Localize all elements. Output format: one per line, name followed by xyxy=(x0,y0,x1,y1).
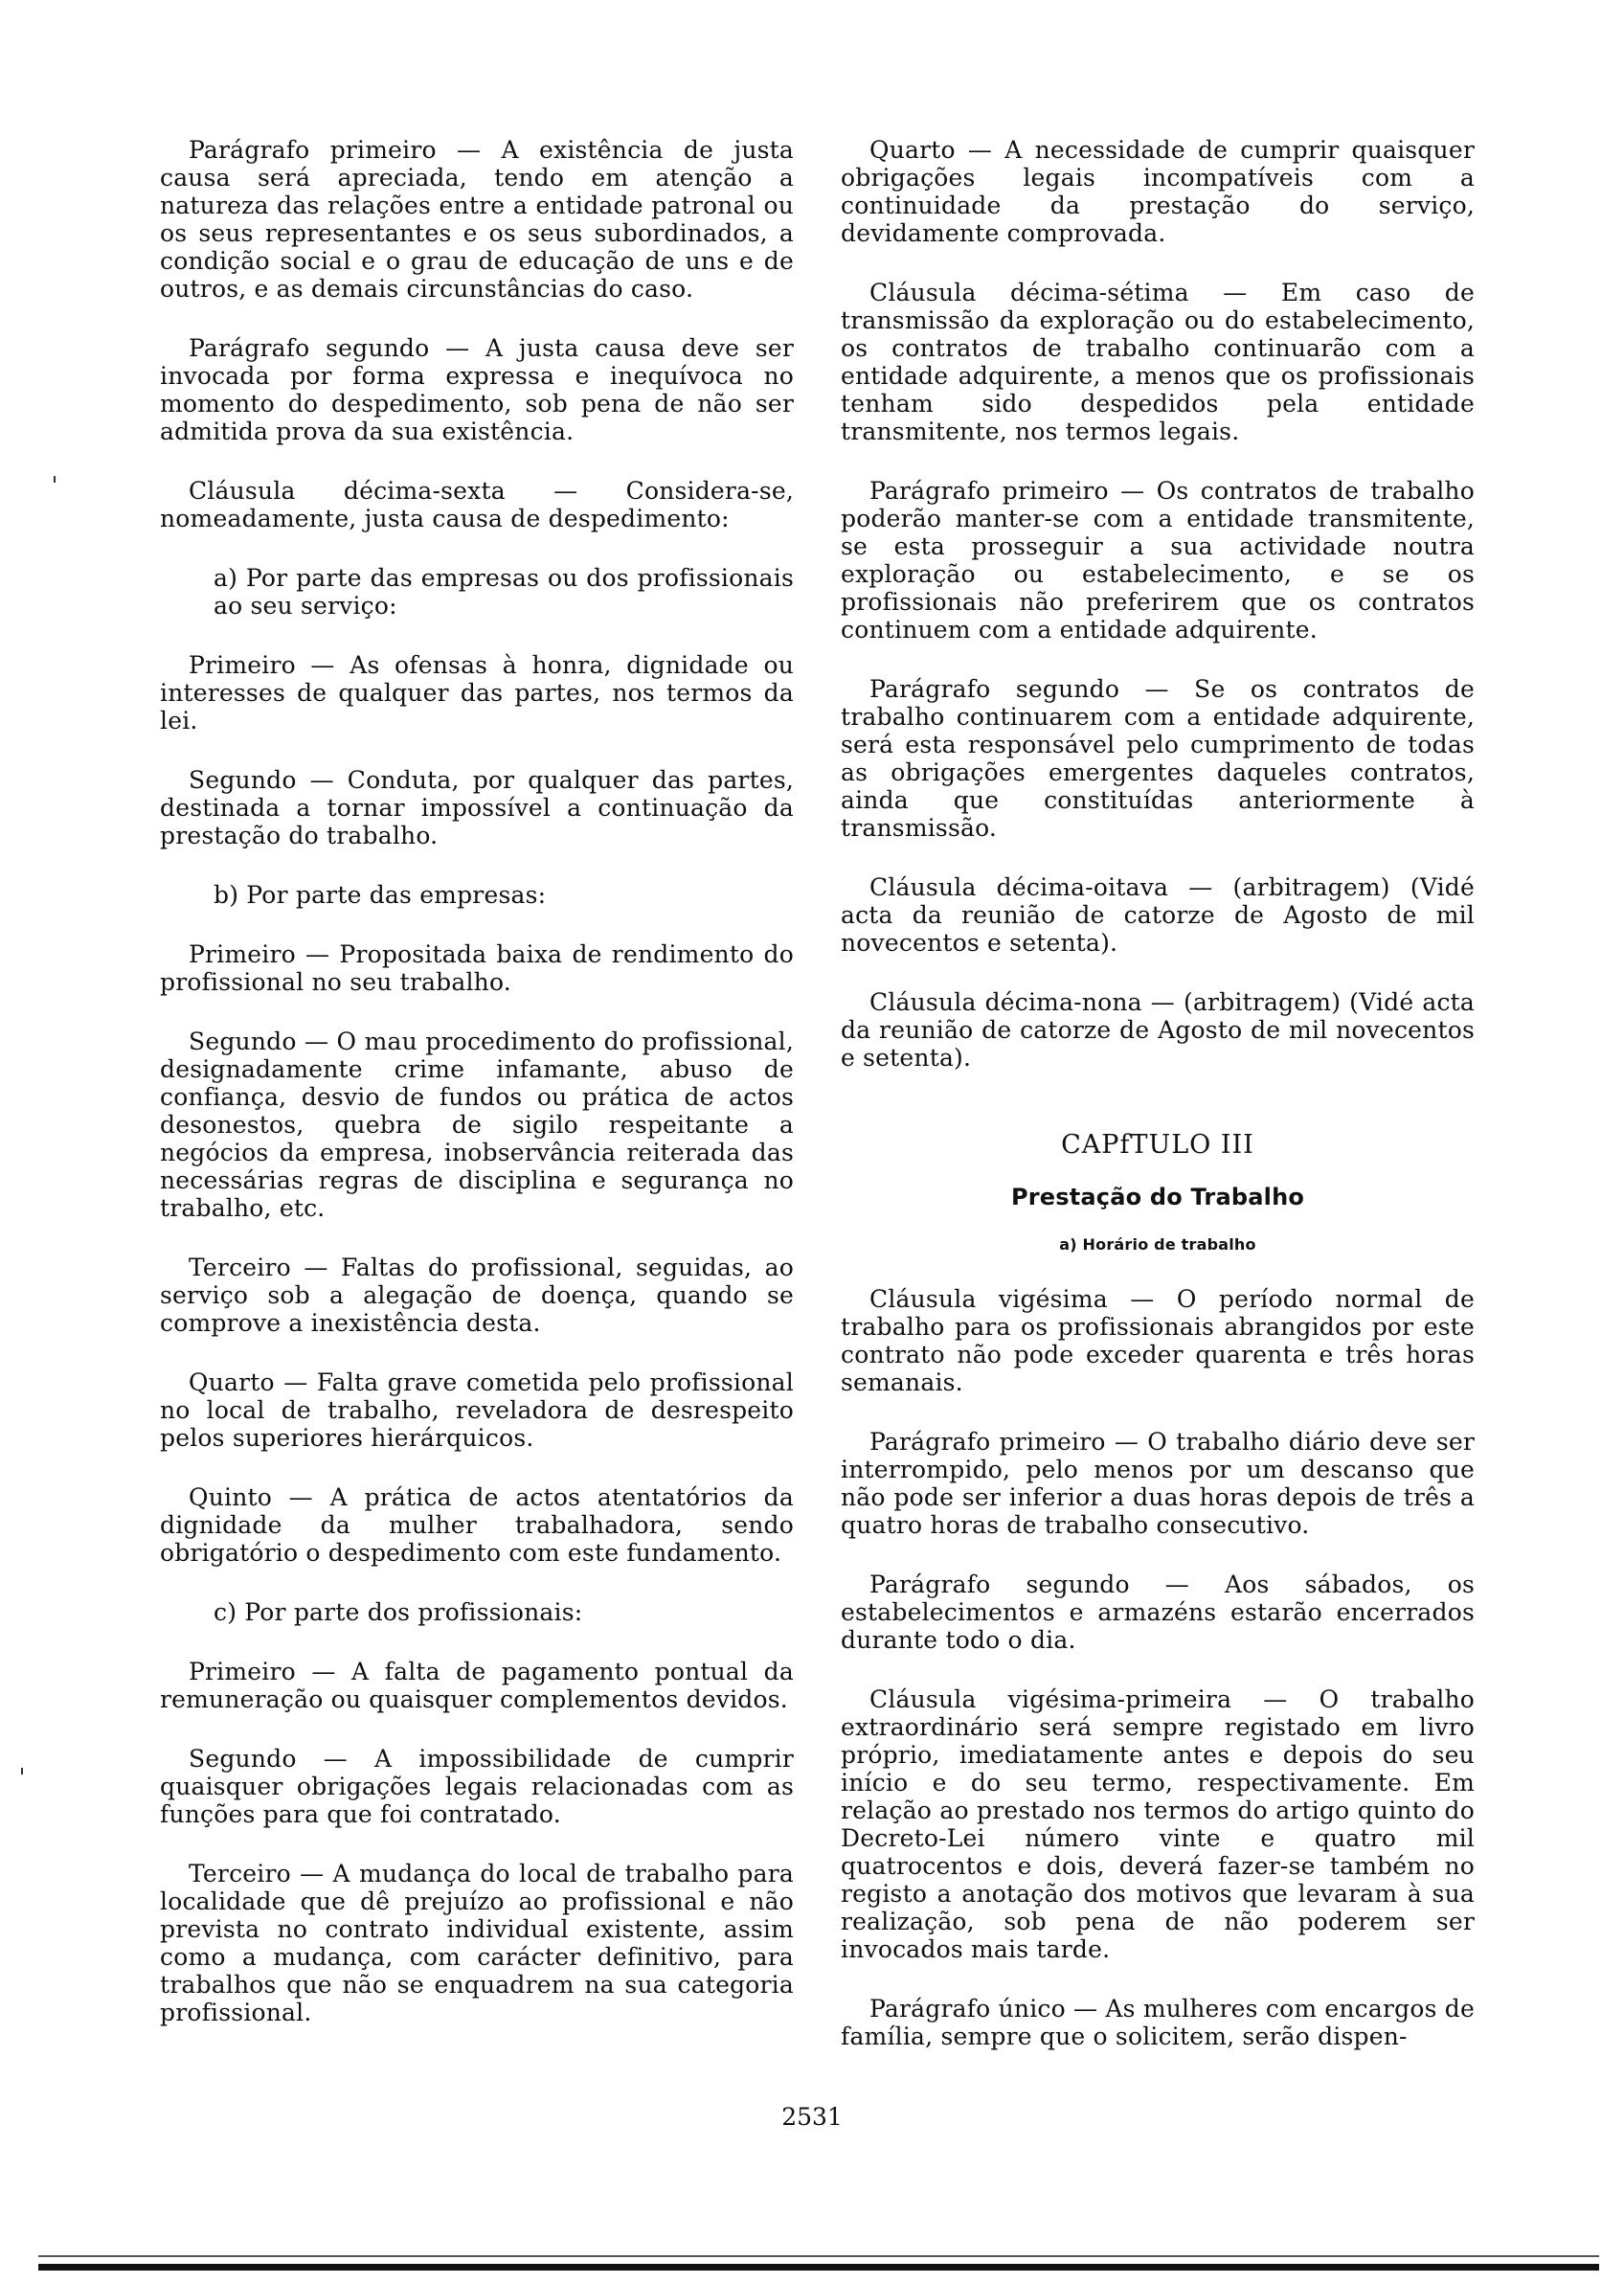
clausula-decima-nona: Cláusula décima-nona — (arbitragem) (Vidé acta da reunião de catorze de Agosto de mil novecentos e setenta). xyxy=(841,988,1475,1072)
paragraph-segundo-horario: Parágrafo segundo — Aos sábados, os estabelecimentos e armazéns estarão encerrados durante todo o dia. xyxy=(841,1571,1475,1654)
clausula-vigesima: Cláusula vigésima — O período normal de trabalho para os profissionais abrangidos por este contrato não pode exceder quarenta e três horas semanais. xyxy=(841,1285,1475,1396)
chapter-heading: CAPfTULO III xyxy=(1061,1130,1254,1160)
scan-bottom-border xyxy=(38,2264,1599,2271)
item-b-segundo: Segundo — O mau procedimento do profissional, designadamente crime infamante, abuso de confiança, desvio de fundos ou prática de actos desonestos, quebra de sigilo respeitante a negócios da empresa, inobservância reiterada das necessárias regras de disciplina e segurança no trabalho, etc. xyxy=(160,1028,794,1222)
item-b-quinto: Quinto — A prática de actos atentatórios da dignidade da mulher trabalhadora, sendo obrigatório o despedimento com este fundamento. xyxy=(160,1483,794,1567)
paragraph-unico: Parágrafo único — As mulheres com encargos de família, sempre que o solicitem, serão dispen- xyxy=(841,1995,1475,2050)
item-b-quarto: Quarto — Falta grave cometida pelo profissional no local de trabalho, reveladora de desrespeito pelos superiores hierárquicos. xyxy=(160,1368,794,1452)
section-heading: Prestação do Trabalho xyxy=(1010,1184,1305,1210)
margin-speck xyxy=(54,476,56,483)
item-a-primeiro: Primeiro — As ofensas à honra, dignidade ou interesses de qualquer das partes, nos termos da lei. xyxy=(160,651,794,735)
clausula-vigesima-primeira: Cláusula vigésima-primeira — O trabalho extraordinário será sempre registado em livro próprio, imediatamente antes e depois do seu início e do seu termo, respectivamente. Em relação ao prestado nos termos do artigo quinto do Decreto-Lei número vinte e quatro mil quatrocentos e dois, deverá fazer-se também no registo a anotação dos motivos que levaram à sua realização, sob pena de não poderem ser invocados mais tarde. xyxy=(841,1685,1475,1963)
margin-speck xyxy=(21,1768,23,1774)
clausula-decima-sexta: Cláusula décima-sexta — Considera-se, nomeadamente, justa causa de despedimento: xyxy=(160,477,794,532)
paragraph-primeiro-justa-causa: Parágrafo primeiro — A existência de justa causa será apreciada, tendo em atenção a natureza das relações entre a entidade patronal ou os seus representantes e os seus subordinados, a condição social e o grau de educação de uns e de outros, e as demais circunstâncias do caso. xyxy=(160,136,794,303)
left-column xyxy=(160,136,794,2058)
scan-edge-line xyxy=(38,2255,1599,2257)
paragraph-segundo-justa-causa: Parágrafo segundo — A justa causa deve ser invocada por forma expressa e inequívoca no momento do despedimento, sob pena de não ser admitida prova da sua existência. xyxy=(160,334,794,445)
item-c-segundo: Segundo — A impossibilidade de cumprir quaisquer obrigações legais relacionadas com as funções para que foi contratado. xyxy=(160,1745,794,1828)
paragraph-primeiro-transmissao: Parágrafo primeiro — Os contratos de trabalho poderão manter-se com a entidade transmitente, se esta prosseguir a sua actividade noutra exploração ou estabelecimento, e se os profissionais não preferirem que os contratos continuem com a entidade adquirente. xyxy=(841,477,1475,644)
item-b-terceiro: Terceiro — Faltas do profissional, seguidas, ao serviço sob a alegação de doença, quando se comprove a inexistência desta. xyxy=(160,1254,794,1337)
subitem-b: b) Por parte das empresas: xyxy=(214,881,547,909)
item-a-segundo: Segundo — Conduta, por qualquer das partes, destinada a tornar impossível a continuação da prestação do trabalho. xyxy=(160,766,794,849)
paragraph-segundo-transmissao: Parágrafo segundo — Se os contratos de trabalho continuarem com a entidade adquirente, será esta responsável pelo cumprimento de todas as obrigações emergentes daqueles contratos, ainda que constituídas anteriormente à transmissão. xyxy=(841,675,1475,842)
subitem-c: c) Por parte dos profissionais: xyxy=(214,1598,583,1626)
clausula-decima-oitava: Cláusula décima-oitava — (arbitragem) (Vidé acta da reunião de catorze de Agosto de mil novecentos e setenta). xyxy=(841,873,1475,957)
item-c-primeiro: Primeiro — A falta de pagamento pontual da remuneração ou quaisquer complementos devidos. xyxy=(160,1658,794,1713)
page-number: 2531 xyxy=(781,2103,843,2131)
item-c-quarto: Quarto — A necessidade de cumprir quaisquer obrigações legais incompatíveis com a continuidade da prestação do serviço, devidamente comprovada. xyxy=(841,136,1475,247)
subitem-a: a) Por parte das empresas ou dos profissionais ao seu serviço: xyxy=(214,564,794,620)
item-b-primeiro: Primeiro — Propositada baixa de rendimento do profissional no seu trabalho. xyxy=(160,940,794,996)
paragraph-primeiro-horario: Parágrafo primeiro — O trabalho diário deve ser interrompido, pelo menos por um descanso que não pode ser inferior a duas horas depois de três a quatro horas de trabalho consecutivo. xyxy=(841,1428,1475,1539)
subsection-heading: a) Horário de trabalho xyxy=(1059,1235,1256,1254)
item-c-terceiro: Terceiro — A mudança do local de trabalho para localidade que dê prejuízo ao profissional e não prevista no contrato individual existente, assim como a mudança, com carácter definitivo, para trabalhos que não se enquadrem na sua categoria profissional. xyxy=(160,1860,794,2026)
clausula-decima-setima: Cláusula décima-sétima — Em caso de transmissão da exploração ou do estabelecimento, os contratos de trabalho continuarão com a entidade adquirente, a menos que os profissionais tenham sido despedidos pela entidade transmitente, nos termos legais. xyxy=(841,279,1475,445)
right-column xyxy=(841,136,1475,2082)
